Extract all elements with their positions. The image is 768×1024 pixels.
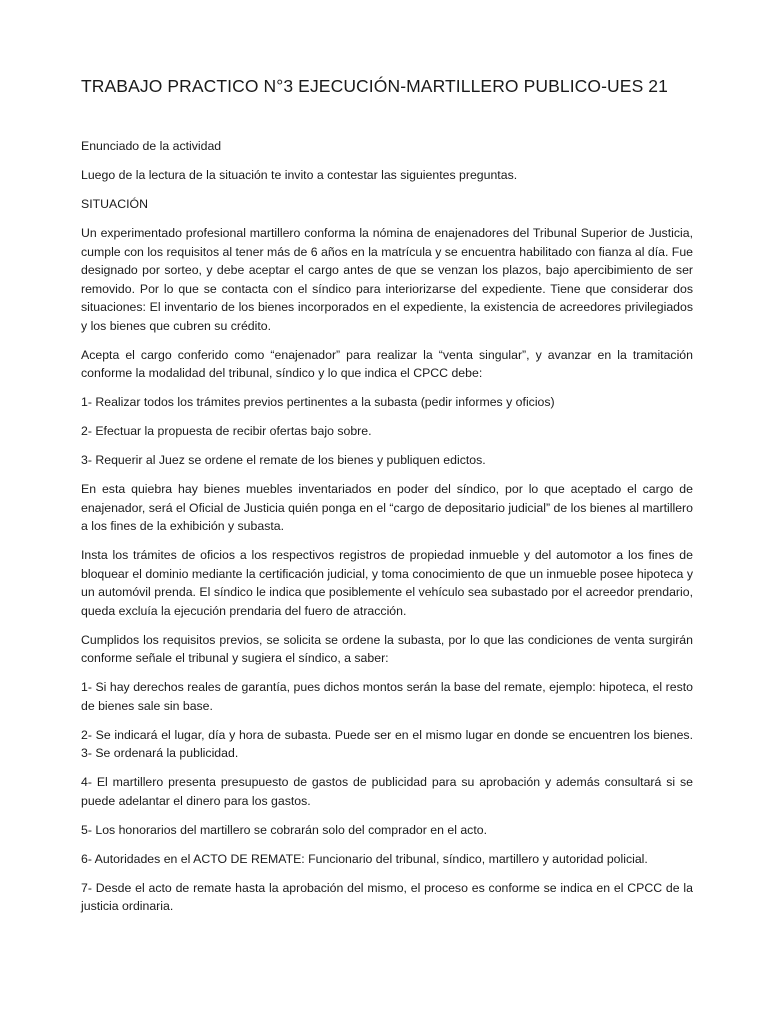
paragraph-intro: Luego de la lectura de la situación te invito a contestar las siguientes preguntas.	[81, 168, 518, 182]
condition-item-7: 7- Desde el acto de remate hasta la aprobación del mismo, el proceso es conforme se indica en el CPCC de la justicia ordinaria.	[81, 880, 693, 913]
paragraph-acepta-cargo: Acepta el cargo conferido como “enajenador” para realizar la “venta singular”, y avanzar en la tramitación conforme la modalidad del tribunal, síndico y lo que indica el CPCC debe:	[81, 347, 693, 380]
condition-item-6: 6- Autoridades en el ACTO DE REMATE: Funcionario del tribunal, síndico, martillero y autoridad policial.	[81, 851, 648, 866]
condition-item-2: 2- Se indicará el lugar, día y hora de subasta. Puede ser en el mismo lugar en donde se encuentren los bienes. 3- Se ordenará la publicidad.	[81, 727, 693, 760]
paragraph-enunciado: Enunciado de la actividad	[81, 139, 222, 153]
list-item-3: 3- Requerir al Juez se ordene el remate de los bienes y publiquen edictos.	[81, 453, 486, 467]
paragraph-quiebra: En esta quiebra hay bienes muebles inventariados en poder del síndico, por lo que aceptado el cargo de enajenador, será el Oficial de Justicia quién ponga en el “cargo de depositario judicial” de los bienes al martillero a los fines de la exhibición y subasta.	[81, 482, 693, 533]
document-body	[81, 137, 693, 926]
condition-item-5: 5- Los honorarios del martillero se cobrarán solo del comprador en el acto.	[81, 822, 488, 837]
condition-item-1: 1- Si hay derechos reales de garantía, pues dichos montos serán la base del remate, ejemplo: hipoteca, el resto de bienes sale sin base.	[81, 680, 693, 713]
paragraph-situacion: Un experimentado profesional martillero conforma la nómina de enajenadores del Tribunal Superior de Justicia, cumple con los requisitos al tener más de 6 años en la matrícula y se encuentra habilitado con fianza al día. Fue designado por sorteo, y debe aceptar el cargo antes de que se venzan los plazos, bajo apercibimiento de ser removido. Por lo que se contacta con el síndico para interiorizarse del expediente. Tiene que considerar dos situaciones: El inventario de los bienes incorporados en el expediente, la existencia de acreedores privilegiados y los bienes que cubren su crédito.	[81, 226, 693, 333]
condition-item-4: 4- El martillero presenta presupuesto de gastos de publicidad para su aprobación y además consultará si se puede adelantar el dinero para los gastos.	[81, 775, 693, 808]
paragraph-oficios: Insta los trámites de oficios a los respectivos registros de propiedad inmueble y del automotor a los fines de bloquear el dominio mediante la certificación judicial, y toma conocimiento de que un inmueble posee hipoteca y un automóvil prenda. El síndico le indica que posiblemente el vehículo sea subastado por el acreedor prendario, queda excluía la ejecución prendaria del fuero de atracción.	[81, 548, 693, 618]
paragraph-cumplidos: Cumplidos los requisitos previos, se solicita se ordene la subasta, por lo que las condiciones de venta surgirán conforme señale el tribunal y sugiera el síndico, a saber:	[81, 632, 693, 665]
paragraph-situacion-heading: SITUACIÓN	[81, 197, 148, 211]
list-item-2: 2- Efectuar la propuesta de recibir ofertas bajo sobre.	[81, 424, 372, 438]
document-title: TRABAJO PRACTICO N°3 EJECUCIÓN-MARTILLERO PUBLICO-UES 21	[81, 76, 668, 96]
list-item-1: 1- Realizar todos los trámites previos pertinentes a la subasta (pedir informes y oficios)	[81, 395, 555, 409]
